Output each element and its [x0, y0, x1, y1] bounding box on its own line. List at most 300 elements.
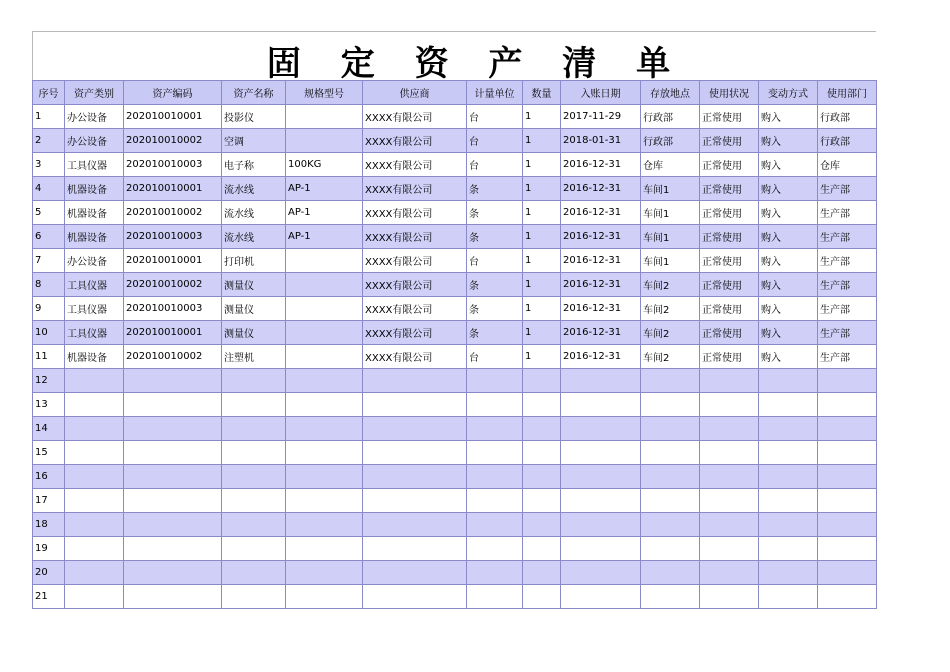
table-cell[interactable]: 9: [33, 297, 65, 321]
table-cell[interactable]: [286, 417, 363, 441]
table-cell[interactable]: [523, 465, 561, 489]
table-cell[interactable]: 2016-12-31: [561, 153, 641, 177]
table-cell[interactable]: 3: [33, 153, 65, 177]
table-cell[interactable]: AP-1: [286, 201, 363, 225]
table-cell[interactable]: 台: [467, 105, 523, 129]
table-cell[interactable]: 21: [33, 585, 65, 609]
table-cell[interactable]: [286, 393, 363, 417]
table-cell[interactable]: [286, 273, 363, 297]
table-cell[interactable]: 生产部: [818, 345, 877, 369]
table-cell[interactable]: 打印机: [222, 249, 286, 273]
table-cell[interactable]: [222, 585, 286, 609]
table-cell[interactable]: XXXX有限公司: [363, 273, 467, 297]
table-cell[interactable]: [363, 465, 467, 489]
table-cell[interactable]: 测量仪: [222, 297, 286, 321]
table-cell[interactable]: [641, 369, 700, 393]
table-cell[interactable]: 1: [523, 273, 561, 297]
table-cell[interactable]: 202010010003: [124, 297, 222, 321]
table-cell[interactable]: XXXX有限公司: [363, 297, 467, 321]
table-cell[interactable]: [286, 129, 363, 153]
table-cell[interactable]: 2016-12-31: [561, 345, 641, 369]
table-cell[interactable]: [222, 393, 286, 417]
table-cell[interactable]: 18: [33, 513, 65, 537]
table-cell[interactable]: 车间2: [641, 297, 700, 321]
table-cell[interactable]: [561, 561, 641, 585]
table-cell[interactable]: 1: [523, 249, 561, 273]
table-cell[interactable]: [561, 537, 641, 561]
table-cell[interactable]: 2016-12-31: [561, 249, 641, 273]
table-cell[interactable]: 购入: [759, 105, 818, 129]
table-cell[interactable]: 电子称: [222, 153, 286, 177]
table-cell[interactable]: [700, 561, 759, 585]
table-cell[interactable]: [561, 369, 641, 393]
table-cell[interactable]: 2017-11-29: [561, 105, 641, 129]
column-header[interactable]: 使用部门: [818, 81, 877, 105]
table-cell[interactable]: [818, 585, 877, 609]
table-cell[interactable]: 1: [523, 177, 561, 201]
table-cell[interactable]: [818, 369, 877, 393]
table-cell[interactable]: 2016-12-31: [561, 177, 641, 201]
table-cell[interactable]: [65, 417, 124, 441]
table-cell[interactable]: 测量仪: [222, 321, 286, 345]
table-cell[interactable]: 行政部: [641, 105, 700, 129]
table-cell[interactable]: [700, 465, 759, 489]
table-cell[interactable]: [65, 441, 124, 465]
table-cell[interactable]: [286, 105, 363, 129]
table-cell[interactable]: [363, 561, 467, 585]
table-cell[interactable]: 正常使用: [700, 177, 759, 201]
table-cell[interactable]: [286, 297, 363, 321]
table-row: [33, 249, 877, 273]
table-cell[interactable]: [818, 537, 877, 561]
table-cell[interactable]: [700, 417, 759, 441]
table-cell[interactable]: [523, 369, 561, 393]
table-cell[interactable]: [818, 465, 877, 489]
table-cell[interactable]: 购入: [759, 129, 818, 153]
table-cell[interactable]: 条: [467, 201, 523, 225]
table-cell[interactable]: [222, 465, 286, 489]
table-cell[interactable]: [286, 513, 363, 537]
table-row: [33, 105, 877, 129]
table-cell[interactable]: 生产部: [818, 201, 877, 225]
table-cell[interactable]: 2016-12-31: [561, 225, 641, 249]
table-cell[interactable]: [641, 513, 700, 537]
column-header[interactable]: 序号: [33, 81, 65, 105]
table-cell[interactable]: [286, 345, 363, 369]
table-cell[interactable]: 办公设备: [65, 249, 124, 273]
table-cell[interactable]: 2: [33, 129, 65, 153]
table-cell[interactable]: 生产部: [818, 321, 877, 345]
table-cell[interactable]: 正常使用: [700, 297, 759, 321]
table-cell[interactable]: 工具仪器: [65, 297, 124, 321]
column-header[interactable]: 规格型号: [286, 81, 363, 105]
table-cell[interactable]: 2016-12-31: [561, 201, 641, 225]
table-cell[interactable]: [124, 561, 222, 585]
table-cell[interactable]: 1: [523, 105, 561, 129]
table-cell[interactable]: 台: [467, 129, 523, 153]
table-cell[interactable]: [65, 561, 124, 585]
table-cell[interactable]: [65, 513, 124, 537]
table-cell[interactable]: [523, 393, 561, 417]
table-cell[interactable]: [759, 489, 818, 513]
table-cell[interactable]: [363, 393, 467, 417]
table-cell[interactable]: 1: [523, 225, 561, 249]
table-cell[interactable]: [65, 393, 124, 417]
table-cell[interactable]: [700, 585, 759, 609]
table-cell[interactable]: 购入: [759, 297, 818, 321]
table-cell[interactable]: 车间1: [641, 249, 700, 273]
table-cell[interactable]: [222, 513, 286, 537]
table-cell[interactable]: 202010010001: [124, 177, 222, 201]
table-cell[interactable]: XXXX有限公司: [363, 201, 467, 225]
table-cell[interactable]: [124, 537, 222, 561]
table-cell[interactable]: [286, 465, 363, 489]
table-cell[interactable]: [561, 393, 641, 417]
table-cell[interactable]: 生产部: [818, 249, 877, 273]
table-cell[interactable]: [363, 537, 467, 561]
table-cell[interactable]: [222, 417, 286, 441]
table-cell[interactable]: 台: [467, 153, 523, 177]
table-cell[interactable]: 购入: [759, 225, 818, 249]
column-header[interactable]: 计量单位: [467, 81, 523, 105]
table-cell[interactable]: 行政部: [818, 105, 877, 129]
table-cell[interactable]: 202010010001: [124, 249, 222, 273]
table-cell[interactable]: XXXX有限公司: [363, 153, 467, 177]
table-cell[interactable]: 1: [523, 201, 561, 225]
table-cell[interactable]: 正常使用: [700, 105, 759, 129]
table-cell[interactable]: XXXX有限公司: [363, 321, 467, 345]
table-cell[interactable]: [700, 393, 759, 417]
table-cell[interactable]: 条: [467, 177, 523, 201]
table-cell[interactable]: [124, 489, 222, 513]
table-cell[interactable]: 行政部: [818, 129, 877, 153]
table-cell[interactable]: [641, 585, 700, 609]
table-cell[interactable]: XXXX有限公司: [363, 129, 467, 153]
table-cell[interactable]: 空调: [222, 129, 286, 153]
table-cell[interactable]: [818, 441, 877, 465]
column-header[interactable]: 变动方式: [759, 81, 818, 105]
table-cell[interactable]: [222, 489, 286, 513]
table-cell[interactable]: 条: [467, 321, 523, 345]
table-cell[interactable]: 办公设备: [65, 105, 124, 129]
table-cell[interactable]: [286, 249, 363, 273]
table-cell[interactable]: 生产部: [818, 297, 877, 321]
table-cell[interactable]: [467, 537, 523, 561]
table-cell[interactable]: 条: [467, 225, 523, 249]
table-cell[interactable]: 条: [467, 273, 523, 297]
table-cell[interactable]: [759, 393, 818, 417]
table-cell[interactable]: [818, 489, 877, 513]
table-cell[interactable]: 12: [33, 369, 65, 393]
table-cell[interactable]: [65, 369, 124, 393]
table-cell[interactable]: [523, 537, 561, 561]
table-cell[interactable]: XXXX有限公司: [363, 345, 467, 369]
table-cell[interactable]: 投影仪: [222, 105, 286, 129]
table-cell[interactable]: 行政部: [641, 129, 700, 153]
table-cell[interactable]: [818, 561, 877, 585]
table-cell[interactable]: [363, 513, 467, 537]
table-cell[interactable]: [641, 393, 700, 417]
table-cell[interactable]: [700, 537, 759, 561]
table-cell[interactable]: [363, 417, 467, 441]
table-cell[interactable]: [363, 369, 467, 393]
table-cell[interactable]: [641, 489, 700, 513]
table-cell[interactable]: 台: [467, 249, 523, 273]
table-cell[interactable]: [363, 441, 467, 465]
column-header[interactable]: 供应商: [363, 81, 467, 105]
table-cell[interactable]: [759, 441, 818, 465]
table-cell[interactable]: [65, 537, 124, 561]
table-cell[interactable]: 13: [33, 393, 65, 417]
table-cell[interactable]: 202010010002: [124, 129, 222, 153]
table-cell[interactable]: 4: [33, 177, 65, 201]
table-cell[interactable]: 机器设备: [65, 201, 124, 225]
table-cell[interactable]: [561, 489, 641, 513]
table-cell[interactable]: 购入: [759, 249, 818, 273]
column-header[interactable]: 存放地点: [641, 81, 700, 105]
table-row: [33, 321, 877, 345]
table-cell[interactable]: [561, 441, 641, 465]
table-cell[interactable]: [641, 417, 700, 441]
column-header[interactable]: 使用状况: [700, 81, 759, 105]
table-cell[interactable]: 正常使用: [700, 345, 759, 369]
table-cell[interactable]: 工具仪器: [65, 273, 124, 297]
table-cell[interactable]: 6: [33, 225, 65, 249]
table-cell[interactable]: [467, 441, 523, 465]
table-row: [33, 273, 877, 297]
table-cell[interactable]: [523, 417, 561, 441]
table-cell[interactable]: 7: [33, 249, 65, 273]
table-cell[interactable]: 正常使用: [700, 321, 759, 345]
table-cell[interactable]: [124, 441, 222, 465]
table-cell[interactable]: [561, 513, 641, 537]
table-cell[interactable]: [759, 465, 818, 489]
table-cell[interactable]: 100KG: [286, 153, 363, 177]
table-cell[interactable]: [222, 537, 286, 561]
table-cell[interactable]: [467, 369, 523, 393]
table-cell[interactable]: [759, 369, 818, 393]
table-cell[interactable]: [467, 465, 523, 489]
table-cell[interactable]: [641, 441, 700, 465]
table-cell[interactable]: 测量仪: [222, 273, 286, 297]
table-cell[interactable]: 15: [33, 441, 65, 465]
table-cell[interactable]: 办公设备: [65, 129, 124, 153]
table-cell[interactable]: 正常使用: [700, 129, 759, 153]
table-cell[interactable]: [467, 561, 523, 585]
table-cell[interactable]: [467, 513, 523, 537]
table-cell[interactable]: XXXX有限公司: [363, 225, 467, 249]
table-cell[interactable]: 1: [523, 321, 561, 345]
table-cell[interactable]: 17: [33, 489, 65, 513]
table-cell[interactable]: 生产部: [818, 225, 877, 249]
table-cell[interactable]: 车间2: [641, 273, 700, 297]
table-cell[interactable]: [124, 393, 222, 417]
table-cell[interactable]: 1: [33, 105, 65, 129]
table-cell[interactable]: 16: [33, 465, 65, 489]
table-cell[interactable]: XXXX有限公司: [363, 177, 467, 201]
table-cell[interactable]: [641, 537, 700, 561]
table-cell[interactable]: 条: [467, 297, 523, 321]
table-cell[interactable]: [700, 513, 759, 537]
table-cell[interactable]: [124, 417, 222, 441]
table-cell[interactable]: 仓库: [641, 153, 700, 177]
table-cell[interactable]: 车间1: [641, 201, 700, 225]
table-cell[interactable]: 1: [523, 297, 561, 321]
table-cell[interactable]: 车间2: [641, 321, 700, 345]
table-cell[interactable]: 工具仪器: [65, 153, 124, 177]
table-cell[interactable]: [65, 465, 124, 489]
table-cell[interactable]: [222, 441, 286, 465]
table-cell[interactable]: [467, 417, 523, 441]
table-cell[interactable]: 19: [33, 537, 65, 561]
table-cell[interactable]: [467, 585, 523, 609]
column-header[interactable]: 资产编码: [124, 81, 222, 105]
table-cell[interactable]: 台: [467, 345, 523, 369]
table-cell[interactable]: 5: [33, 201, 65, 225]
table-cell[interactable]: [286, 537, 363, 561]
table-cell[interactable]: 购入: [759, 153, 818, 177]
table-cell[interactable]: 正常使用: [700, 153, 759, 177]
table-cell[interactable]: 购入: [759, 321, 818, 345]
table-cell[interactable]: 2016-12-31: [561, 321, 641, 345]
table-cell[interactable]: [286, 489, 363, 513]
table-cell[interactable]: 机器设备: [65, 345, 124, 369]
table-cell[interactable]: [700, 441, 759, 465]
table-cell[interactable]: [818, 393, 877, 417]
asset-table: [32, 80, 877, 609]
table-row: [33, 561, 877, 585]
table-cell[interactable]: [561, 465, 641, 489]
table-cell[interactable]: 2016-12-31: [561, 297, 641, 321]
table-cell[interactable]: [286, 441, 363, 465]
column-header[interactable]: 入账日期: [561, 81, 641, 105]
table-cell[interactable]: [286, 321, 363, 345]
table-cell[interactable]: 车间1: [641, 225, 700, 249]
table-cell[interactable]: [363, 489, 467, 513]
table-cell[interactable]: [700, 369, 759, 393]
table-cell[interactable]: 11: [33, 345, 65, 369]
table-cell[interactable]: 2016-12-31: [561, 273, 641, 297]
table-cell[interactable]: [286, 585, 363, 609]
table-cell[interactable]: 20: [33, 561, 65, 585]
table-cell[interactable]: 202010010002: [124, 345, 222, 369]
table-cell[interactable]: 正常使用: [700, 201, 759, 225]
table-cell[interactable]: [222, 369, 286, 393]
table-cell[interactable]: [759, 513, 818, 537]
table-cell[interactable]: [759, 585, 818, 609]
table-cell[interactable]: 2018-01-31: [561, 129, 641, 153]
table-cell[interactable]: 注塑机: [222, 345, 286, 369]
table-cell[interactable]: [467, 489, 523, 513]
table-cell[interactable]: [286, 561, 363, 585]
table-cell[interactable]: 机器设备: [65, 177, 124, 201]
table-cell[interactable]: 1: [523, 345, 561, 369]
table-row: [33, 441, 877, 465]
table-cell[interactable]: [65, 585, 124, 609]
table-cell[interactable]: 202010010003: [124, 153, 222, 177]
table-row: [33, 585, 877, 609]
table-cell[interactable]: [124, 465, 222, 489]
table-cell[interactable]: [641, 561, 700, 585]
table-cell[interactable]: [222, 561, 286, 585]
table-cell[interactable]: 购入: [759, 177, 818, 201]
table-cell[interactable]: 202010010003: [124, 225, 222, 249]
column-header[interactable]: 资产类别: [65, 81, 124, 105]
table-cell[interactable]: 202010010002: [124, 273, 222, 297]
table-cell[interactable]: 1: [523, 153, 561, 177]
table-cell[interactable]: [124, 585, 222, 609]
table-cell[interactable]: 机器设备: [65, 225, 124, 249]
table-cell[interactable]: [818, 417, 877, 441]
table-row: [33, 465, 877, 489]
table-cell[interactable]: [523, 513, 561, 537]
table-cell[interactable]: [818, 513, 877, 537]
table-cell[interactable]: [641, 465, 700, 489]
table-cell[interactable]: [124, 369, 222, 393]
table-cell[interactable]: 1: [523, 129, 561, 153]
table-cell[interactable]: XXXX有限公司: [363, 105, 467, 129]
table-cell[interactable]: 正常使用: [700, 225, 759, 249]
table-cell[interactable]: [759, 417, 818, 441]
table-cell[interactable]: [759, 561, 818, 585]
table-cell[interactable]: AP-1: [286, 225, 363, 249]
table-cell[interactable]: [467, 393, 523, 417]
table-cell[interactable]: 正常使用: [700, 249, 759, 273]
table-cell[interactable]: 购入: [759, 345, 818, 369]
table-cell[interactable]: 仓库: [818, 153, 877, 177]
table-cell[interactable]: 流水线: [222, 201, 286, 225]
table-row: [33, 225, 877, 249]
table-cell[interactable]: 购入: [759, 201, 818, 225]
table-cell[interactable]: [363, 585, 467, 609]
table-cell[interactable]: 车间1: [641, 177, 700, 201]
table-row: [33, 537, 877, 561]
table-cell[interactable]: [759, 537, 818, 561]
table-cell[interactable]: [523, 441, 561, 465]
table-cell[interactable]: 202010010002: [124, 201, 222, 225]
table-cell[interactable]: 8: [33, 273, 65, 297]
table-cell[interactable]: [523, 489, 561, 513]
column-header[interactable]: 资产名称: [222, 81, 286, 105]
table-cell[interactable]: XXXX有限公司: [363, 249, 467, 273]
table-cell[interactable]: [700, 489, 759, 513]
table-cell[interactable]: 车间2: [641, 345, 700, 369]
table-cell[interactable]: 购入: [759, 273, 818, 297]
table-cell[interactable]: [523, 561, 561, 585]
table-cell[interactable]: [561, 585, 641, 609]
table-cell[interactable]: 202010010001: [124, 321, 222, 345]
table-cell[interactable]: 202010010001: [124, 105, 222, 129]
table-cell[interactable]: [523, 585, 561, 609]
table-cell[interactable]: 流水线: [222, 225, 286, 249]
table-cell[interactable]: [124, 513, 222, 537]
table-cell[interactable]: [286, 369, 363, 393]
table-row: [33, 513, 877, 537]
column-header[interactable]: 数量: [523, 81, 561, 105]
table-cell[interactable]: 10: [33, 321, 65, 345]
table-cell[interactable]: [65, 489, 124, 513]
table-cell[interactable]: AP-1: [286, 177, 363, 201]
table-row: [33, 153, 877, 177]
table-cell[interactable]: 工具仪器: [65, 321, 124, 345]
table-cell[interactable]: 生产部: [818, 273, 877, 297]
table-cell[interactable]: 流水线: [222, 177, 286, 201]
table-cell[interactable]: 正常使用: [700, 273, 759, 297]
table-cell[interactable]: 14: [33, 417, 65, 441]
table-cell[interactable]: [561, 417, 641, 441]
table-row: [33, 177, 877, 201]
table-cell[interactable]: 生产部: [818, 177, 877, 201]
